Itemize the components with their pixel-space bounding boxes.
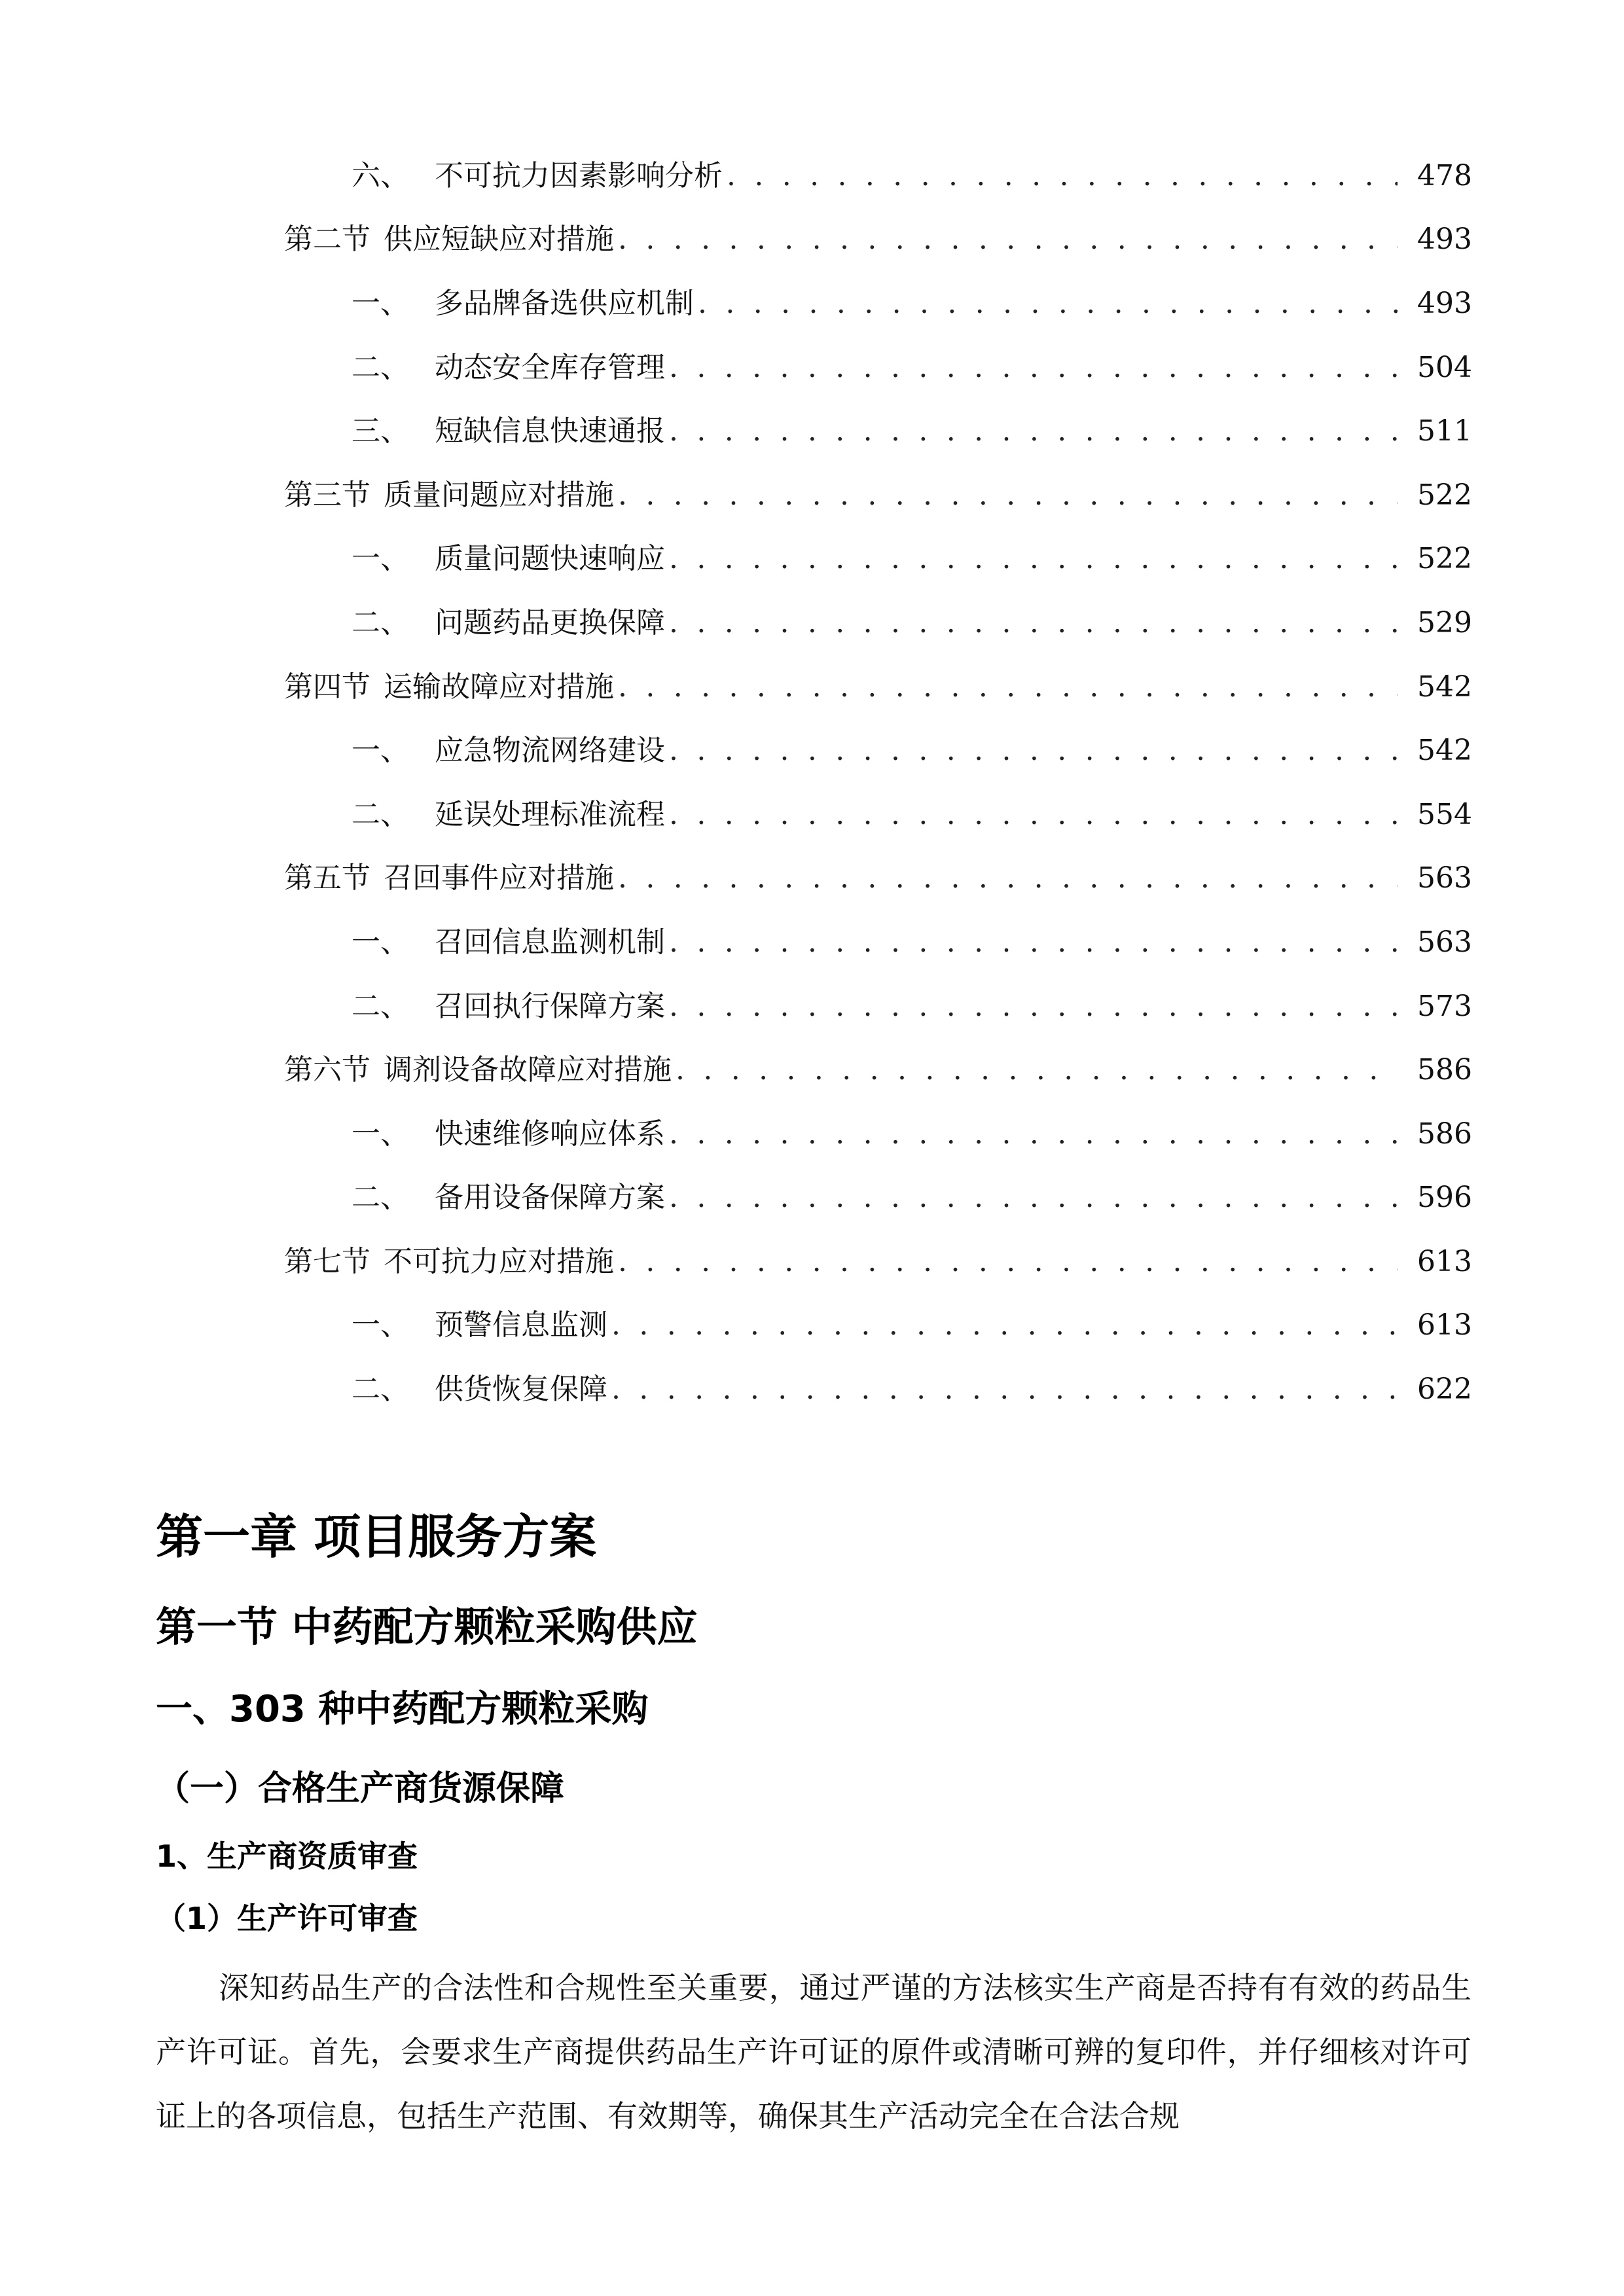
toc-dot-leader: [611, 1311, 1398, 1340]
toc-entry[interactable]: [0, 1357, 1624, 1422]
subsection-heading: 一、303 种中药配方颗粒采购: [156, 1688, 649, 1731]
toc-entry-index: 一、: [352, 286, 409, 320]
toc-entry-title: 动态安全库存管理: [435, 350, 665, 384]
toc-entry[interactable]: [0, 463, 1624, 528]
toc-entry-page-number: 522: [1417, 542, 1472, 576]
toc-dot-leader: [669, 992, 1398, 1021]
toc-dot-leader: [676, 1056, 1398, 1085]
toc-entry-index: 六、: [352, 158, 409, 192]
toc-entry-index: 一、: [352, 1117, 409, 1151]
toc-entry-page-number: 563: [1417, 861, 1472, 895]
toc-entry[interactable]: [0, 336, 1624, 400]
toc-entry-index: 二、: [352, 1372, 409, 1407]
toc-dot-leader: [618, 225, 1398, 254]
toc-entry-page-number: 542: [1417, 734, 1472, 768]
toc-entry-index: 一、: [352, 542, 409, 576]
toc-dot-leader: [618, 673, 1398, 702]
body-paragraph: 深知药品生产的合法性和合规性至关重要，通过严谨的方法核实生产商是否持有有效的药品生产许可证。首先，会要求生产商提供药品生产许可证的原件或清晰可辨的复印件，并仔细核对许可证上的各项信息，包括生产范围、有效期等，确保其生产活动完全在合法合规: [156, 1970, 1471, 2134]
toc-entry-index: 一、: [352, 1308, 409, 1342]
toc-entry-page-number: 493: [1417, 286, 1472, 320]
toc-entry-title: 延误处理标准流程: [435, 797, 665, 831]
toc-entry-title: 召回事件应对措施: [384, 861, 614, 895]
toc-entry-title: 质量问题快速响应: [435, 542, 665, 576]
toc-dot-leader: [669, 1183, 1398, 1212]
toc-entry-page-number: 478: [1417, 158, 1472, 192]
toc-dot-leader: [618, 1247, 1398, 1276]
toc-entry[interactable]: [0, 591, 1624, 655]
toc-entry-index: 第四节: [284, 670, 370, 704]
toc-entry-page-number: 586: [1417, 1117, 1472, 1151]
toc-dot-leader: [669, 1120, 1398, 1149]
toc-entry-page-number: 529: [1417, 605, 1472, 639]
toc-entry[interactable]: [0, 208, 1624, 272]
toc-entry[interactable]: [0, 144, 1624, 208]
toc-entry[interactable]: [0, 910, 1624, 975]
toc-entry-index: 一、: [352, 734, 409, 768]
toc-entry-page-number: 563: [1417, 925, 1472, 959]
subsubsection-heading: （一）合格生产商货源保障: [156, 1769, 565, 1808]
toc-entry-page-number: 522: [1417, 478, 1472, 512]
toc-entry[interactable]: [0, 1166, 1624, 1230]
toc-entry-title: 不可抗力应对措施: [384, 1244, 614, 1278]
toc-entry-index: 第五节: [284, 861, 370, 895]
table-of-contents: [0, 144, 1624, 1422]
item-heading: 1、生产商资质审查: [156, 1839, 418, 1874]
toc-entry-index: 第三节: [284, 478, 370, 512]
toc-entry-title: 质量问题应对措施: [384, 478, 614, 512]
toc-entry-index: 第七节: [284, 1244, 370, 1278]
toc-dot-leader: [669, 736, 1398, 765]
toc-entry-title: 多品牌备选供应机制: [435, 286, 694, 320]
toc-entry[interactable]: [0, 1102, 1624, 1166]
toc-entry[interactable]: [0, 655, 1624, 719]
toc-dot-leader: [611, 1375, 1398, 1404]
chapter-heading: 第一章 项目服务方案: [156, 1509, 597, 1564]
toc-entry-title: 召回执行保障方案: [435, 989, 665, 1023]
toc-entry-title: 快速维修响应体系: [435, 1117, 665, 1151]
toc-entry[interactable]: [0, 1230, 1624, 1294]
toc-entry-title: 供货恢复保障: [435, 1372, 607, 1407]
toc-entry-page-number: 613: [1417, 1308, 1472, 1342]
toc-dot-leader: [669, 545, 1398, 573]
toc-entry[interactable]: [0, 528, 1624, 592]
toc-entry-index: 一、: [352, 925, 409, 959]
toc-entry-page-number: 613: [1417, 1244, 1472, 1278]
toc-entry-index: 第六节: [284, 1053, 370, 1087]
toc-entry[interactable]: [0, 847, 1624, 911]
toc-dot-leader: [669, 928, 1398, 957]
toc-entry-index: 二、: [352, 989, 409, 1023]
toc-entry-page-number: 586: [1417, 1053, 1472, 1087]
toc-dot-leader: [618, 481, 1398, 510]
toc-entry[interactable]: [0, 783, 1624, 847]
toc-dot-leader: [669, 353, 1398, 382]
toc-entry-page-number: 554: [1417, 797, 1472, 831]
toc-entry[interactable]: [0, 272, 1624, 336]
toc-entry-title: 备用设备保障方案: [435, 1181, 665, 1215]
toc-entry-page-number: 573: [1417, 989, 1472, 1023]
toc-entry-index: 二、: [352, 797, 409, 831]
toc-entry-title: 不可抗力因素影响分析: [435, 158, 723, 192]
toc-entry-page-number: 622: [1417, 1372, 1472, 1407]
toc-entry-title: 调剂设备故障应对措施: [384, 1053, 672, 1087]
section-heading: 第一节 中药配方颗粒采购供应: [156, 1603, 698, 1651]
toc-dot-leader: [727, 162, 1398, 190]
toc-entry-page-number: 511: [1417, 414, 1472, 448]
toc-entry[interactable]: [0, 399, 1624, 463]
toc-entry-title: 问题药品更换保障: [435, 605, 665, 639]
toc-entry-title: 召回信息监测机制: [435, 925, 665, 959]
toc-entry-index: 第二节: [284, 223, 370, 257]
toc-dot-leader: [669, 800, 1398, 829]
toc-entry-page-number: 504: [1417, 350, 1472, 384]
toc-dot-leader: [669, 417, 1398, 446]
toc-entry-index: 二、: [352, 1181, 409, 1215]
toc-entry-index: 三、: [352, 414, 409, 448]
toc-entry-title: 供应短缺应对措施: [384, 223, 614, 257]
toc-entry-index: 二、: [352, 605, 409, 639]
toc-dot-leader: [669, 609, 1398, 637]
toc-entry-page-number: 493: [1417, 223, 1472, 257]
toc-entry-title: 预警信息监测: [435, 1308, 607, 1342]
toc-entry-title: 短缺信息快速通报: [435, 414, 665, 448]
toc-entry[interactable]: [0, 975, 1624, 1039]
toc-entry-index: 二、: [352, 350, 409, 384]
toc-dot-leader: [698, 289, 1398, 318]
toc-entry[interactable]: [0, 1038, 1624, 1102]
toc-entry-title: 应急物流网络建设: [435, 734, 665, 768]
toc-dot-leader: [618, 864, 1398, 893]
toc-entry-page-number: 596: [1417, 1181, 1472, 1215]
subitem-heading: （1）生产许可审查: [156, 1901, 418, 1936]
toc-entry-title: 运输故障应对措施: [384, 670, 614, 704]
toc-entry[interactable]: [0, 1294, 1624, 1358]
toc-entry-page-number: 542: [1417, 670, 1472, 704]
toc-entry[interactable]: [0, 719, 1624, 783]
